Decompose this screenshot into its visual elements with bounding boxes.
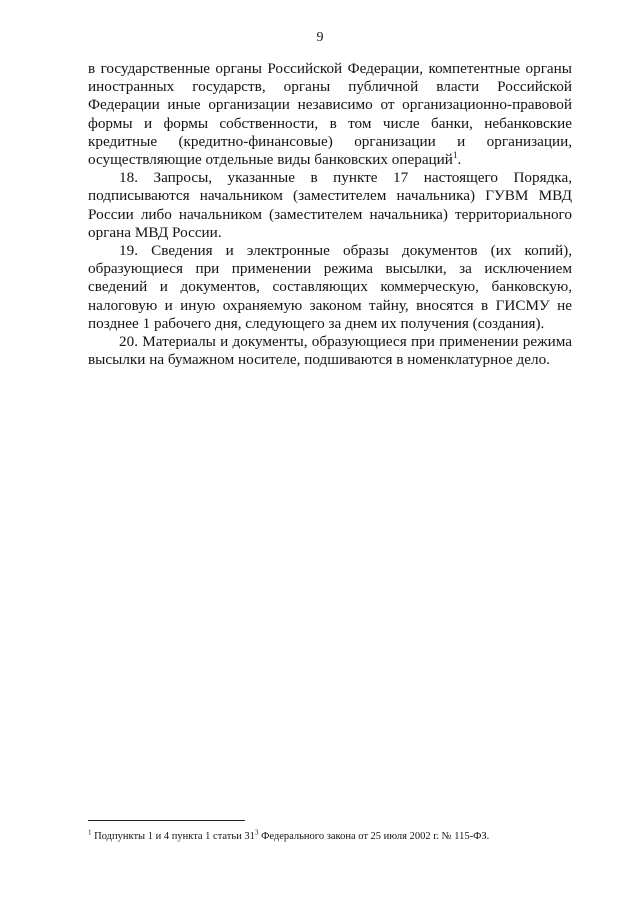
paragraph-19: 19. Сведения и электронные образы документов (их копий), образующиеся при применении режима высылки, за исключением сведений и документов, составляющих коммерческую, банковскую, налоговую и иную охраняемую законом тайну, вносятся в ГИСМУ не позднее 1 рабочего дня, следующего за днем их получения (создания). xyxy=(88,242,572,332)
footnote-mark: 1 xyxy=(88,828,92,837)
page-number: 9 xyxy=(316,30,324,45)
paragraph-continuation xyxy=(88,60,572,169)
footnote-text-a: Подпункты 1 и 4 пункта 1 статьи 31 xyxy=(91,831,255,842)
paragraph-end: . xyxy=(457,151,462,169)
footnote-text-b: Федерального закона от 25 июля 2002 г. № 115-ФЗ. xyxy=(258,831,490,842)
paragraph-text: в государственные органы Российской Федерации, компетентные органы иностранных государств, органы публичной власти Российской Федерации иные организации независимо от организационно-правовой формы и формы собственности, в том числе банки, небанковские кредитные (кредитно-финансовые) организации и организации, осуществляющие отдельные виды банковских операций xyxy=(88,60,572,169)
document-body xyxy=(88,60,572,369)
footnote-article-superscript: 3 xyxy=(254,828,259,837)
footnote-reference[interactable]: 1 xyxy=(452,149,458,160)
paragraph-18: 18. Запросы, указанные в пункте 17 настоящего Порядка, подписываются начальником (заместителем начальника) ГУВМ МВД России либо начальником (заместителем начальника) территориального органа МВД России. xyxy=(88,169,572,241)
footnote-separator xyxy=(88,820,245,821)
footnote xyxy=(88,830,572,843)
paragraph-20: 20. Материалы и документы, образующиеся при применении режима высылки на бумажном носителе, подшиваются в номенклатурное дело. xyxy=(88,333,572,369)
